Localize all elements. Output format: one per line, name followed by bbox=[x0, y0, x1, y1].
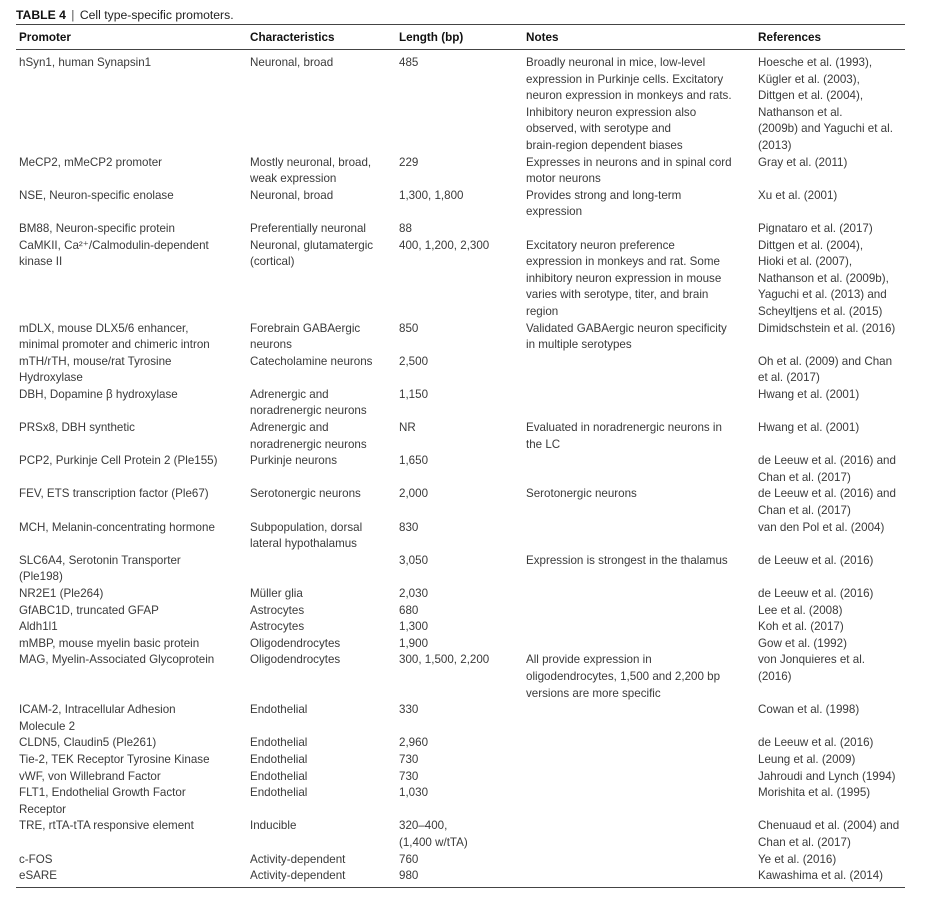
cell-characteristics: Oligodendrocytes bbox=[250, 636, 341, 650]
cell-promoter: Aldh1l1 bbox=[19, 620, 58, 634]
table-row bbox=[16, 238, 905, 321]
caption-separator: | bbox=[71, 8, 75, 22]
cell-length: 1,300, 1,800 bbox=[399, 188, 464, 202]
cell-promoter: vWF, von Willebrand Factor bbox=[19, 769, 161, 783]
table-row bbox=[16, 636, 905, 653]
table-row bbox=[16, 852, 905, 869]
table-row bbox=[16, 321, 905, 354]
cell-notes bbox=[523, 603, 755, 620]
table-row bbox=[16, 221, 905, 238]
cell-promoter: MeCP2, mMeCP2 promoter bbox=[19, 155, 163, 169]
cell-promoter: MCH, Melanin-concentrating hormone bbox=[19, 520, 215, 534]
cell-length: 980 bbox=[399, 869, 419, 883]
cell-references: von Jonquieres et al. (2016) bbox=[758, 653, 865, 683]
cell-characteristics: Astrocytes bbox=[250, 603, 305, 617]
cell-references: Morishita et al. (1995) bbox=[758, 786, 871, 800]
cell-length: 760 bbox=[399, 852, 419, 866]
cell-characteristics: Endothelial bbox=[250, 703, 308, 717]
cell-notes: Validated GABAergic neuron specificity in multiple serotypes bbox=[526, 321, 727, 352]
table-row bbox=[16, 652, 905, 702]
cell-notes: All provide expression in oligodendrocytes, 1,500 and 2,200 bp versions are more specific bbox=[526, 653, 721, 700]
cell-characteristics: Endothelial bbox=[250, 736, 308, 750]
cell-length: 830 bbox=[399, 520, 419, 534]
cell-length: 2,000 bbox=[399, 487, 429, 501]
cell-length: 400, 1,200, 2,300 bbox=[399, 238, 490, 252]
cell-characteristics: Endothelial bbox=[250, 786, 308, 800]
cell-references: Cowan et al. (1998) bbox=[758, 703, 860, 717]
table-row bbox=[16, 603, 905, 620]
cell-notes: Expresses in neurons and in spinal cord motor neurons bbox=[526, 155, 732, 186]
cell-promoter: MAG, Myelin-Associated Glycoprotein bbox=[19, 653, 215, 667]
cell-references: Xu et al. (2001) bbox=[758, 188, 838, 202]
table-body bbox=[16, 50, 905, 888]
cell-references: Leung et al. (2009) bbox=[758, 752, 856, 766]
cell-references: de Leeuw et al. (2016) bbox=[758, 587, 874, 600]
cell-length: 1,650 bbox=[399, 454, 429, 468]
cell-length: NR bbox=[399, 421, 416, 435]
cell-characteristics: Endothelial bbox=[250, 769, 308, 783]
table-label: TABLE 4 bbox=[16, 8, 66, 22]
cell-references: Dittgen et al. (2004), Hioki et al. (2007), Nathanson et al. (2009b), Yaguchi et al. (2013) and Scheyltjens et al. (2015) bbox=[758, 238, 889, 318]
cell-promoter: FLT1, Endothelial Growth Factor Receptor bbox=[19, 786, 186, 816]
table-row bbox=[16, 769, 905, 786]
cell-characteristics: Oligodendrocytes bbox=[250, 653, 341, 667]
cell-length: 1,300 bbox=[399, 620, 429, 634]
promoter-table bbox=[16, 25, 905, 888]
cell-references: Lee et al. (2008) bbox=[758, 603, 843, 617]
cell-promoter: c-FOS bbox=[19, 852, 53, 866]
table-row bbox=[16, 50, 905, 155]
table-title: Cell type-specific promoters. bbox=[79, 8, 234, 22]
cell-length: 1,150 bbox=[399, 387, 429, 401]
cell-notes bbox=[523, 735, 755, 752]
table-row bbox=[16, 818, 905, 851]
cell-notes bbox=[523, 636, 755, 653]
cell-promoter: GfABC1D, truncated GFAP bbox=[19, 603, 159, 617]
cell-length: 1,030 bbox=[399, 786, 429, 800]
header-promoter: Promoter bbox=[19, 30, 71, 44]
table-row bbox=[16, 785, 905, 818]
cell-length: 850 bbox=[399, 321, 419, 335]
cell-references: de Leeuw et al. (2016) bbox=[758, 553, 874, 567]
table-row bbox=[16, 735, 905, 752]
cell-characteristics: Subpopulation, dorsal lateral hypothalamus bbox=[250, 520, 363, 551]
cell-notes bbox=[523, 868, 755, 887]
cell-length: 330 bbox=[399, 703, 419, 717]
cell-promoter: CaMKII, Ca²⁺/Calmodulin-dependent kinase II bbox=[19, 238, 209, 269]
cell-references: Hoesche et al. (1993), Kügler et al. (2003), Dittgen et al. (2004), Nathanson et al. (2009b) and Yaguchi et al. (2013) bbox=[758, 56, 893, 152]
cell-length: 2,960 bbox=[399, 736, 429, 750]
table-row bbox=[16, 354, 905, 387]
cell-promoter: FEV, ETS transcription factor (Ple67) bbox=[19, 487, 209, 501]
table-row bbox=[16, 520, 905, 553]
cell-notes bbox=[523, 852, 755, 869]
cell-promoter: SLC6A4, Serotonin Transporter (Ple198) bbox=[19, 553, 181, 584]
cell-length: 680 bbox=[399, 603, 419, 617]
cell-notes: Excitatory neuron preference expression in monkeys and rat. Some inhibitory neuron expression in mouse varies with serotype, titer, and brain region bbox=[526, 238, 722, 318]
cell-notes: Serotonergic neurons bbox=[526, 487, 637, 501]
table-row bbox=[16, 868, 905, 887]
cell-characteristics: Neuronal, glutamatergic (cortical) bbox=[250, 238, 374, 269]
cell-references: Koh et al. (2017) bbox=[758, 620, 844, 634]
table-row bbox=[16, 453, 905, 486]
cell-characteristics: Inducible bbox=[250, 819, 297, 833]
cell-references: de Leeuw et al. (2016) bbox=[758, 736, 874, 750]
table-row bbox=[16, 188, 905, 221]
cell-promoter: BM88, Neuron-specific protein bbox=[19, 221, 175, 235]
cell-notes bbox=[523, 769, 755, 786]
cell-notes bbox=[523, 702, 755, 735]
cell-references: Chenuaud et al. (2004) and Chan et al. (2017) bbox=[758, 819, 900, 849]
table-figure bbox=[16, 6, 905, 888]
cell-promoter: DBH, Dopamine β hydroxylase bbox=[19, 387, 178, 401]
cell-characteristics: Forebrain GABAergic neurons bbox=[250, 321, 361, 352]
table-caption bbox=[16, 6, 905, 24]
cell-promoter: PCP2, Purkinje Cell Protein 2 (Ple155) bbox=[19, 454, 218, 468]
cell-references: Oh et al. (2009) and Chan et al. (2017) bbox=[758, 354, 893, 385]
cell-characteristics: Adrenergic and noradrenergic neurons bbox=[250, 387, 367, 418]
cell-promoter: Tie-2, TEK Receptor Tyrosine Kinase bbox=[19, 752, 210, 766]
cell-promoter: eSARE bbox=[19, 869, 58, 883]
cell-characteristics: Serotonergic neurons bbox=[250, 487, 361, 501]
cell-promoter: CLDN5, Claudin5 (Ple261) bbox=[19, 736, 157, 750]
cell-promoter: PRSx8, DBH synthetic bbox=[19, 421, 135, 435]
cell-length: 1,900 bbox=[399, 636, 429, 650]
cell-characteristics: Catecholamine neurons bbox=[250, 354, 373, 368]
cell-notes bbox=[523, 752, 755, 769]
cell-notes bbox=[523, 586, 755, 603]
cell-promoter: NSE, Neuron-specific enolase bbox=[19, 188, 174, 202]
cell-references: Gow et al. (1992) bbox=[758, 636, 847, 650]
cell-references: Hwang et al. (2001) bbox=[758, 387, 860, 401]
cell-length: 730 bbox=[399, 752, 419, 766]
cell-references: Jahroudi and Lynch (1994) bbox=[758, 769, 896, 783]
cell-references: Gray et al. (2011) bbox=[758, 155, 848, 169]
table-row bbox=[16, 619, 905, 636]
header-length: Length (bp) bbox=[399, 30, 464, 44]
cell-length: 2,030 bbox=[399, 587, 429, 600]
cell-length: 485 bbox=[399, 56, 419, 69]
table-row bbox=[16, 420, 905, 453]
cell-promoter: TRE, rtTA-tTA responsive element bbox=[19, 819, 194, 833]
cell-length: 300, 1,500, 2,200 bbox=[399, 653, 490, 667]
cell-references: de Leeuw et al. (2016) and Chan et al. (2017) bbox=[758, 487, 896, 518]
cell-references: de Leeuw et al. (2016) and Chan et al. (2017) bbox=[758, 454, 896, 484]
cell-characteristics: Preferentially neuronal bbox=[250, 221, 367, 235]
cell-notes bbox=[523, 520, 755, 553]
cell-length: 229 bbox=[399, 155, 419, 169]
table-row bbox=[16, 752, 905, 769]
cell-characteristics: Astrocytes bbox=[250, 620, 305, 634]
cell-references: Hwang et al. (2001) bbox=[758, 421, 860, 435]
cell-characteristics: Purkinje neurons bbox=[250, 454, 338, 468]
cell-characteristics: Mostly neuronal, broad, weak expression bbox=[250, 155, 372, 186]
cell-notes bbox=[523, 619, 755, 636]
cell-characteristics: Activity-dependent bbox=[250, 852, 346, 866]
header-row bbox=[16, 25, 905, 50]
cell-promoter: mTH/rTH, mouse/rat Tyrosine Hydroxylase bbox=[19, 354, 172, 385]
cell-characteristics: Endothelial bbox=[250, 752, 308, 766]
cell-references: Kawashima et al. (2014) bbox=[758, 869, 884, 883]
table-row bbox=[16, 155, 905, 188]
table-row bbox=[16, 387, 905, 420]
cell-characteristics: Müller glia bbox=[250, 587, 303, 600]
cell-promoter: hSyn1, human Synapsin1 bbox=[19, 56, 152, 69]
cell-characteristics: Adrenergic and noradrenergic neurons bbox=[250, 421, 367, 451]
cell-characteristics: Activity-dependent bbox=[250, 869, 346, 883]
table-row bbox=[16, 702, 905, 735]
cell-characteristics: Neuronal, broad bbox=[250, 56, 334, 69]
table-row bbox=[16, 486, 905, 519]
cell-references: Ye et al. (2016) bbox=[758, 852, 837, 866]
cell-notes bbox=[523, 221, 755, 238]
header-references: References bbox=[758, 30, 822, 44]
cell-promoter: mDLX, mouse DLX5/6 enhancer, minimal promoter and chimeric intron bbox=[19, 321, 210, 352]
cell-references: van den Pol et al. (2004) bbox=[758, 520, 885, 534]
cell-notes: Evaluated in noradrenergic neurons in the LC bbox=[526, 421, 722, 451]
cell-notes bbox=[523, 387, 755, 420]
cell-notes: Broadly neuronal in mice, low-level expression in Purkinje cells. Excitatory neuron expression in monkeys and rats. Inhibitory neuron expression also observed, with serotype and brain-region dependent biases bbox=[526, 56, 732, 152]
cell-characteristics bbox=[247, 553, 396, 586]
cell-promoter: NR2E1 (Ple264) bbox=[19, 587, 104, 600]
cell-notes bbox=[523, 785, 755, 818]
cell-length: 88 bbox=[399, 221, 412, 235]
cell-references: Dimidschstein et al. (2016) bbox=[758, 321, 896, 335]
cell-notes bbox=[523, 354, 755, 387]
cell-promoter: ICAM-2, Intracellular Adhesion Molecule 2 bbox=[19, 703, 176, 733]
cell-length: 320–400, (1,400 w/tTA) bbox=[399, 819, 468, 849]
header-notes: Notes bbox=[526, 30, 559, 44]
cell-characteristics: Neuronal, broad bbox=[250, 188, 334, 202]
cell-notes: Provides strong and long-term expression bbox=[526, 188, 682, 219]
cell-references: Pignataro et al. (2017) bbox=[758, 221, 873, 235]
cell-length: 2,500 bbox=[399, 354, 429, 368]
cell-notes bbox=[523, 453, 755, 486]
cell-length: 3,050 bbox=[399, 553, 429, 567]
table-row bbox=[16, 586, 905, 603]
table-row bbox=[16, 553, 905, 586]
header-characteristics: Characteristics bbox=[250, 30, 335, 44]
cell-length: 730 bbox=[399, 769, 419, 783]
cell-promoter: mMBP, mouse myelin basic protein bbox=[19, 636, 200, 650]
cell-notes: Expression is strongest in the thalamus bbox=[526, 553, 728, 567]
cell-notes bbox=[523, 818, 755, 851]
